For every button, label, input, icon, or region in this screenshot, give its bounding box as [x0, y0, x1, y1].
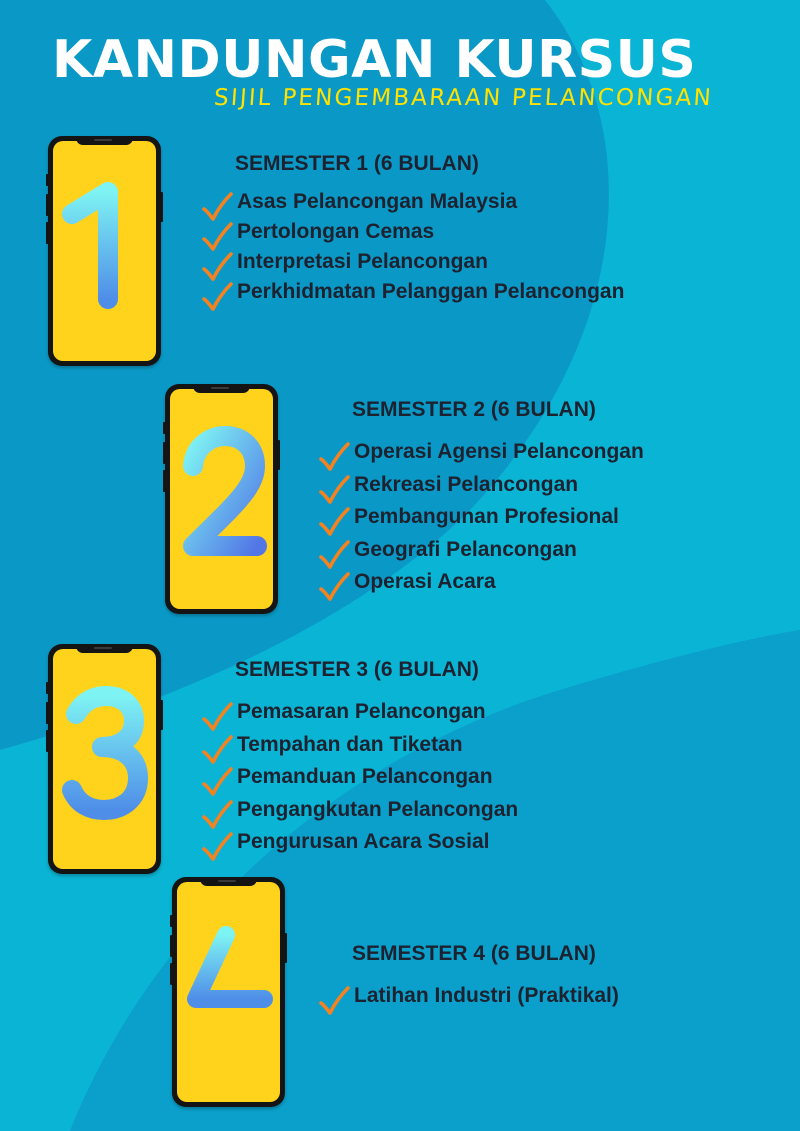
orange-check-mark-icon: [201, 282, 233, 312]
list-item: Pengurusan Acara Sosial: [201, 831, 518, 864]
orange-check-mark-icon: [201, 252, 233, 282]
number-four-graphic: [172, 877, 285, 1107]
orange-check-mark-icon: [201, 832, 233, 862]
number-one-graphic: [48, 136, 161, 366]
list-item: Pengangkutan Pelancongan: [201, 799, 518, 832]
list-item: Geografi Pelancongan: [318, 539, 644, 572]
orange-check-mark-icon: [201, 222, 233, 252]
semester-4-heading: SEMESTER 4 (6 BULAN): [352, 942, 596, 965]
list-item: Perkhidmatan Pelanggan Pelancongan: [201, 281, 624, 311]
orange-check-mark-icon: [201, 800, 233, 830]
list-item: Operasi Acara: [318, 571, 644, 604]
page-subtitle: SIJIL PENGEMBARAAN PELANCONGAN: [213, 85, 714, 111]
orange-check-mark-icon: [318, 986, 350, 1016]
smartphone-icon: [48, 644, 161, 874]
list-item: Rekreasi Pelancongan: [318, 474, 644, 507]
number-three-graphic: [48, 644, 161, 874]
orange-check-mark-icon: [318, 442, 350, 472]
list-item: Pertolongan Cemas: [201, 221, 624, 251]
semester-3-list: [201, 701, 518, 864]
list-item: Pemanduan Pelancongan: [201, 766, 518, 799]
list-item: Operasi Agensi Pelancongan: [318, 441, 644, 474]
smartphone-icon: [165, 384, 278, 614]
list-item: Tempahan dan Tiketan: [201, 734, 518, 767]
orange-check-mark-icon: [318, 572, 350, 602]
orange-check-mark-icon: [318, 475, 350, 505]
smartphone-icon: [172, 877, 285, 1107]
orange-check-mark-icon: [201, 735, 233, 765]
list-item: Asas Pelancongan Malaysia: [201, 191, 624, 221]
semester-4-list: [318, 985, 619, 1018]
smartphone-icon: [48, 136, 161, 366]
page-title: KANDUNGAN KURSUS: [52, 30, 697, 90]
list-item: Pemasaran Pelancongan: [201, 701, 518, 734]
list-item: Latihan Industri (Praktikal): [318, 985, 619, 1018]
orange-check-mark-icon: [201, 767, 233, 797]
semester-3-heading: SEMESTER 3 (6 BULAN): [235, 658, 479, 681]
number-two-graphic: [165, 384, 278, 614]
list-item: Pembangunan Profesional: [318, 506, 644, 539]
list-item: Interpretasi Pelancongan: [201, 251, 624, 281]
semester-1-list: [201, 191, 624, 311]
orange-check-mark-icon: [201, 702, 233, 732]
semester-2-list: [318, 441, 644, 604]
orange-check-mark-icon: [201, 192, 233, 222]
semester-2-heading: SEMESTER 2 (6 BULAN): [352, 398, 596, 421]
orange-check-mark-icon: [318, 507, 350, 537]
orange-check-mark-icon: [318, 540, 350, 570]
semester-1-heading: SEMESTER 1 (6 BULAN): [235, 152, 479, 175]
